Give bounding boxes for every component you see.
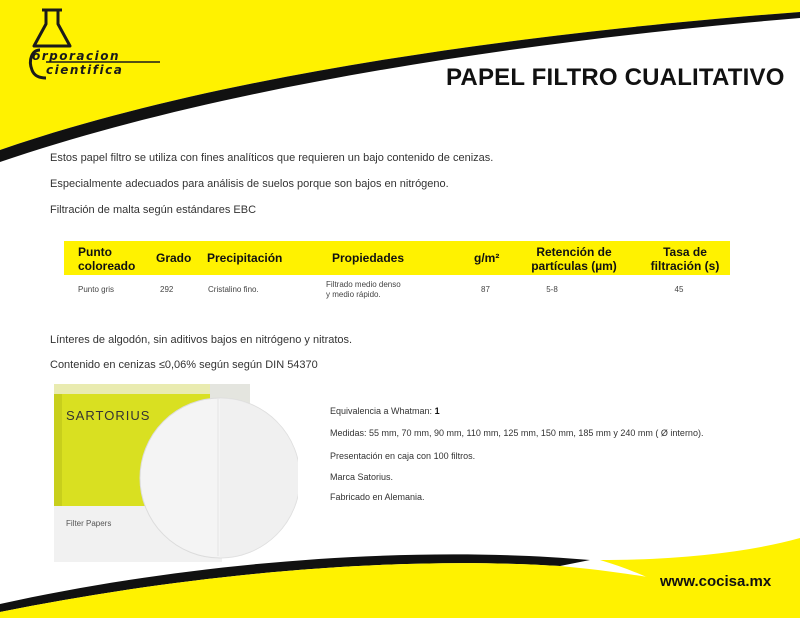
header-colored-point-line1: Punto	[78, 245, 112, 259]
product-brand-text: SARTORIUS	[66, 408, 151, 423]
note-1: Línteres de algodón, sin aditivos bajos en nitrógeno y nitratos.	[50, 334, 353, 346]
cell-gsm: 87	[481, 285, 490, 294]
website-link[interactable]: www.cocisa.mx	[660, 573, 772, 590]
header-gsm: g/m²	[474, 251, 500, 265]
cell-properties-line2: y medio rápido.	[326, 290, 381, 299]
spec-box: Presentación en caja con 100 filtros.	[330, 451, 476, 461]
table-header-row	[64, 241, 730, 275]
cell-properties-line1: Filtrado medio denso	[326, 280, 401, 289]
cell-retention: 5-8	[546, 285, 558, 294]
product-box-image	[50, 384, 298, 564]
header-colored-point	[78, 245, 135, 273]
header-precipitation: Precipitación	[207, 251, 283, 265]
note-2: Contenido en cenizas ≤0,06% según según DIN 54370	[50, 359, 318, 371]
header-retention-line2: partículas (µm)	[531, 259, 617, 273]
header-retention	[512, 245, 636, 273]
spec-made: Fabricado en Alemania.	[330, 492, 425, 502]
spec-whatman-value: 1	[434, 406, 440, 416]
cell-grade: 292	[160, 285, 174, 294]
cell-properties	[326, 280, 401, 300]
header-retention-line1: Retención de	[536, 245, 612, 259]
cell-rate: 45	[674, 285, 684, 294]
cell-precipitation: Cristalino fino.	[208, 285, 259, 294]
intro-paragraph-2: Especialmente adecuados para análisis de suelos porque son bajos en nitrógeno.	[50, 178, 449, 190]
intro-paragraph-1: Estos papel filtro se utiliza con fines analíticos que requieren un bajo contenido de cenizas.	[50, 152, 494, 164]
spec-whatman-label: Equivalencia a Whatman:	[330, 406, 435, 416]
logo-line-1: orporacion	[32, 49, 121, 63]
header-grade: Grado	[156, 251, 192, 265]
intro-paragraph-3: Filtración de malta según estándares EBC	[50, 204, 257, 216]
header-properties: Propiedades	[332, 251, 405, 265]
spec-whatman	[330, 406, 440, 416]
header-rate-line1: Tasa de	[663, 245, 707, 259]
header-rate-line2: filtración (s)	[650, 259, 720, 273]
header-rate	[644, 245, 726, 273]
spec-brand: Marca Satorius.	[330, 472, 394, 482]
header-colored-point-line2: coloreado	[78, 259, 136, 273]
page-title: PAPEL FILTRO CUALITATIVO	[446, 64, 785, 91]
spec-sizes: Medidas: 55 mm, 70 mm, 90 mm, 110 mm, 125 mm, 150 mm, 185 mm y 240 mm ( Ø interno).	[330, 428, 704, 438]
product-label-text: Filter Papers	[66, 519, 112, 528]
cell-colored-point: Punto gris	[78, 285, 115, 294]
logo-line-2: cientifica	[46, 63, 124, 77]
